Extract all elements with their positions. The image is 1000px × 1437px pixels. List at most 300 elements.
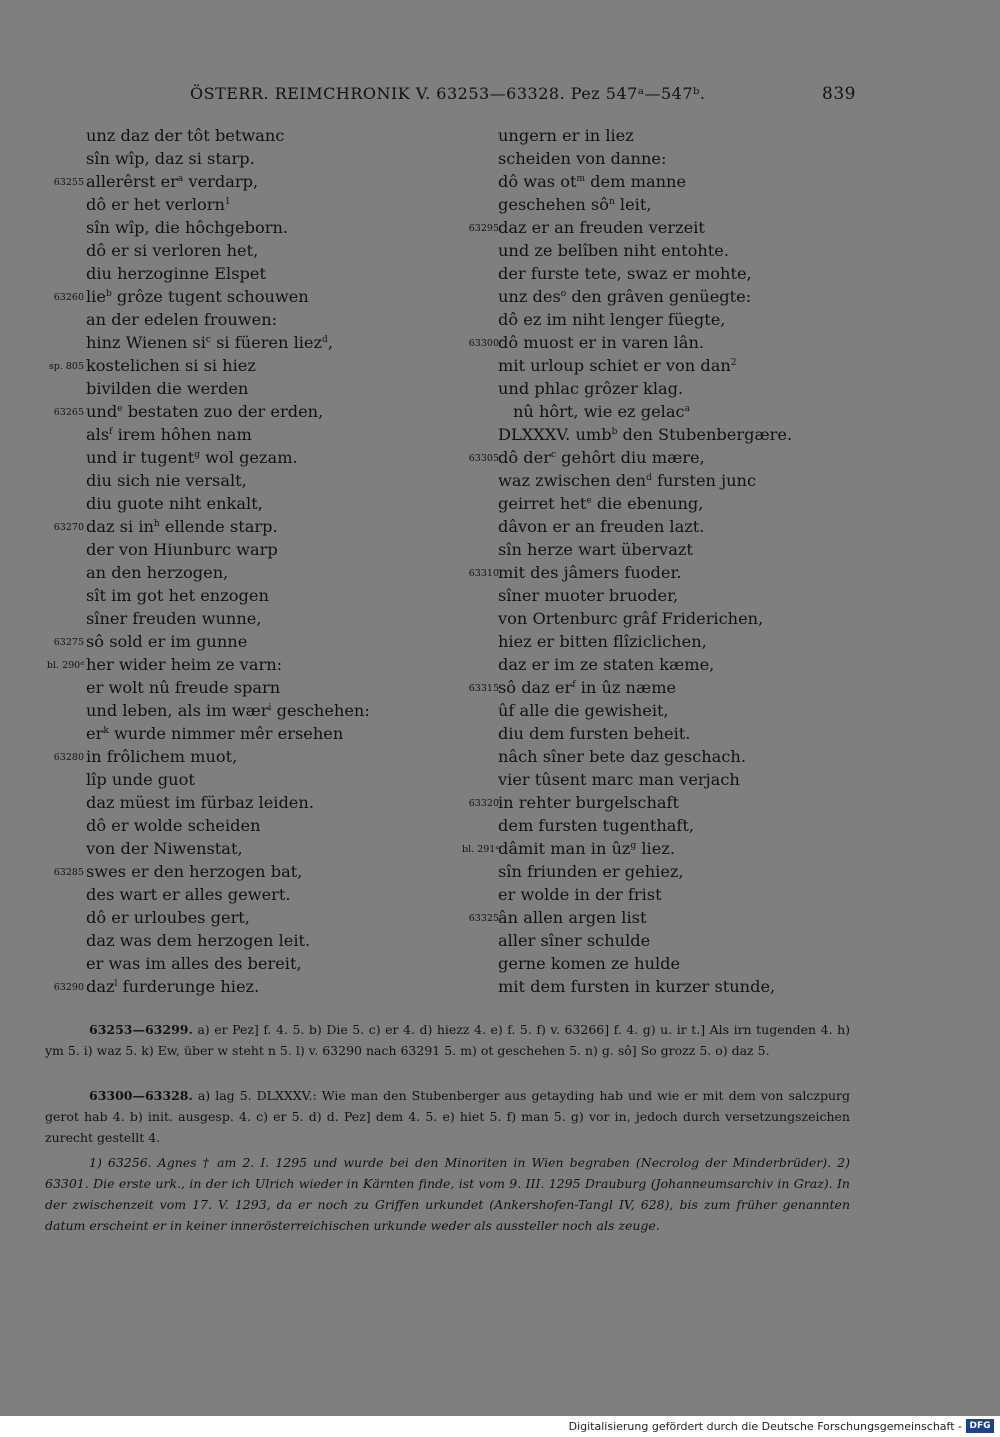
verse-text [86, 952, 302, 975]
verse-text [86, 906, 250, 929]
verse-fragment: geschehen: [271, 701, 370, 720]
verse-column-right [455, 124, 875, 998]
verse-line [455, 929, 875, 952]
footnote-marker: c [550, 450, 556, 460]
verse-fragment: in ûz næme [575, 678, 677, 697]
verse-text [498, 262, 752, 285]
line-number: 63265 [53, 407, 84, 418]
verse-text [86, 216, 288, 239]
verse-line [455, 331, 875, 354]
footnote-marker: 2 [730, 358, 737, 368]
verse-text [498, 423, 792, 446]
line-number: 63300 [468, 338, 499, 349]
verse-line [40, 561, 460, 584]
verse-fragment: mit dem fursten in kurzer stunde, [498, 977, 776, 996]
footer-bar [0, 1416, 1000, 1437]
verse-fragment: der von Hiunburc warp [86, 540, 278, 559]
verse-line [40, 860, 460, 883]
verse-text [498, 239, 729, 262]
verse-line [455, 814, 875, 837]
verse-text [86, 492, 263, 515]
footnote-marker: l [114, 979, 118, 989]
verse-fragment: und ir tugent [86, 448, 195, 467]
verse-fragment: sîn herze wart übervazt [498, 540, 693, 559]
line-number: bl. 291ᵃ [462, 844, 499, 855]
verse-text [86, 722, 343, 745]
verse-line [455, 722, 875, 745]
verse-fragment: dô ez im niht lenger füegte, [498, 310, 726, 329]
verse-fragment: , [327, 333, 333, 352]
verse-fragment: ungern er in liez [498, 126, 634, 145]
verse-text [498, 147, 666, 170]
line-number: 63280 [53, 752, 84, 763]
verse-fragment: sîner muoter bruoder, [498, 586, 679, 605]
verse-fragment: furderunge hiez. [117, 977, 260, 996]
verse-text [86, 124, 284, 147]
verse-text [498, 354, 737, 377]
verse-line [40, 331, 460, 354]
commentary-notes [45, 1152, 850, 1236]
verse-fragment: vier tûsent marc man verjach [498, 770, 740, 789]
verse-text [86, 814, 261, 837]
verse-fragment: diu herzoginne Elspet [86, 264, 266, 283]
verse-line [40, 837, 460, 860]
verse-text [498, 607, 763, 630]
verse-line [40, 745, 460, 768]
verse-text [498, 124, 634, 147]
verse-text [498, 883, 662, 906]
line-number: 63325 [468, 913, 499, 924]
verse-text [86, 423, 252, 446]
verse-fragment: geirret het [498, 494, 587, 513]
verse-text [498, 193, 651, 216]
verse-fragment: liez. [636, 839, 675, 858]
verse-line [455, 837, 875, 860]
verse-fragment: sîn wîp, die hôchgeborn. [86, 218, 289, 237]
line-number: 63270 [53, 522, 84, 533]
verse-text [86, 446, 298, 469]
verse-line [455, 515, 875, 538]
verse-fragment: daz [86, 977, 115, 996]
line-number: 63315 [468, 683, 499, 694]
footnote-marker: b [105, 289, 112, 299]
verse-line [455, 216, 875, 239]
verse-line [455, 285, 875, 308]
verse-fragment: wol gezam. [200, 448, 298, 467]
verse-line [40, 446, 460, 469]
verse-fragment: er was im alles des bereit, [86, 954, 302, 973]
verse-line [40, 354, 460, 377]
verse-text [86, 768, 195, 791]
verse-text [86, 883, 291, 906]
verse-text [498, 308, 725, 331]
footnote-marker: e [586, 496, 592, 506]
line-number: 63305 [468, 453, 499, 464]
footnote-marker: d [646, 473, 652, 483]
line-number: 63260 [53, 292, 84, 303]
line-number: bl. 290ᵈ [46, 660, 84, 671]
verse-text [86, 929, 310, 952]
line-number: 63275 [53, 637, 84, 648]
verse-line [40, 676, 460, 699]
verse-line [40, 653, 460, 676]
verse-fragment: unz des [498, 287, 561, 306]
verse-text [498, 653, 714, 676]
verse-fragment: aller sîner schulde [498, 931, 651, 950]
verse-text [86, 860, 302, 883]
verse-text [86, 975, 259, 998]
verse-line [40, 285, 460, 308]
verse-line [40, 262, 460, 285]
verse-line [40, 147, 460, 170]
line-number: sp. 805 [48, 361, 84, 372]
verse-fragment: er [86, 724, 104, 743]
verse-text [86, 699, 370, 722]
verse-fragment: dô muost er in varen lân. [498, 333, 705, 352]
verse-line [455, 193, 875, 216]
verse-line [40, 699, 460, 722]
verse-text [86, 354, 256, 377]
verse-line [40, 952, 460, 975]
verse-fragment: ûf alle die gewisheit, [498, 701, 669, 720]
verse-text [86, 400, 323, 423]
verse-line [40, 377, 460, 400]
running-header [0, 84, 1000, 108]
page-number: 839 [822, 84, 856, 104]
verse-fragment: an der edelen frouwen: [86, 310, 278, 329]
apparatus-text: a) lag 5. DLXXXV.: Wie man den Stubenberger aus getayding hab und wie er mit dem von salczpurg gerot hab 4. b) init. ausgesp. 4. c) er 5. d) d. Pez] dem 4. 5. e) hiet 5. f) man 5. g) vor in, jedoch durch versetzungszeichen zurecht gestellt 4. [45, 1088, 850, 1145]
verse-text [498, 630, 707, 653]
apparatus-text: a) er Pez] f. 4. 5. b) Die 5. c) er 4. d) hiezz 4. e) f. 5. f) v. 63266] f. 4. g) u. ir t.] Als irn tugenden 4. h) ym 5. i) waz 5. k) Ew, über w steht n 5. l) v. 63290 nach 63291 5. m) ot geschehen 5. n) g. sô] So grozz 5. o) daz 5. [45, 1022, 850, 1058]
verse-line [455, 975, 875, 998]
verse-text [513, 400, 690, 423]
verse-text [498, 469, 756, 492]
verse-line [455, 745, 875, 768]
verse-text [498, 285, 751, 308]
footer-text: Digitalisierung gefördert durch die Deutsche Forschungsgemeinschaft - [568, 1420, 962, 1433]
verse-text [498, 216, 705, 239]
verse-fragment: in rehter burgelschaft [498, 793, 680, 812]
verse-fragment: irem hôhen nam [112, 425, 252, 444]
verse-text [498, 538, 693, 561]
verse-line [40, 791, 460, 814]
verse-line [40, 308, 460, 331]
verse-fragment: gerne komen ze hulde [498, 954, 681, 973]
verse-text [86, 745, 237, 768]
verse-fragment: und leben, als im wær [86, 701, 269, 720]
verse-line [455, 492, 875, 515]
footnote-marker: d [322, 335, 328, 345]
verse-fragment: dô der [498, 448, 551, 467]
verse-fragment: daz si in [86, 517, 154, 536]
verse-fragment: er wolde in der frist [498, 885, 662, 904]
verse-line [40, 423, 460, 446]
verse-line [455, 147, 875, 170]
verse-line [455, 952, 875, 975]
verse-fragment: mit urloup schiet er von dan [498, 356, 731, 375]
verse-text [86, 791, 314, 814]
verse-fragment: sîner freuden wunne, [86, 609, 262, 628]
verse-line [455, 446, 875, 469]
verse-text [498, 791, 679, 814]
verse-fragment: die ebenung, [591, 494, 704, 513]
verse-line [455, 170, 875, 193]
verse-fragment: fursten junc [651, 471, 757, 490]
verse-fragment: in frôlichem muot, [86, 747, 238, 766]
verse-text [86, 561, 228, 584]
verse-line [40, 239, 460, 262]
verse-fragment: daz was dem herzogen leit. [86, 931, 311, 950]
verse-line [455, 699, 875, 722]
verse-line [40, 193, 460, 216]
footnote-marker: g [194, 450, 200, 460]
verse-fragment: grôze tugent schouwen [111, 287, 309, 306]
verse-text [86, 469, 247, 492]
verse-text [86, 676, 280, 699]
verse-line [455, 308, 875, 331]
verse-line [40, 768, 460, 791]
verse-line [455, 239, 875, 262]
verse-fragment: lîp unde guot [86, 770, 195, 789]
verse-fragment: dô er urloubes gert, [86, 908, 250, 927]
footnote-marker: o [560, 289, 567, 299]
verse-fragment: von der Niwenstat, [86, 839, 243, 858]
verse-text [86, 262, 266, 285]
verse-fragment: nû hôrt, wie ez gelac [513, 402, 685, 421]
verse-fragment: daz er an freuden verzeit [498, 218, 705, 237]
footnote-marker: n [608, 197, 615, 207]
verse-text [498, 745, 746, 768]
verse-fragment: nâch sîner bete daz geschach. [498, 747, 746, 766]
verse-text [498, 492, 703, 515]
verse-line [455, 561, 875, 584]
apparatus-label: 63300—63328. [89, 1088, 193, 1103]
verse-fragment: hiez er bitten flîziclichen, [498, 632, 707, 651]
verse-fragment: scheiden von danne: [498, 149, 667, 168]
verse-text [86, 515, 278, 538]
verse-fragment: sô daz er [498, 678, 573, 697]
verse-line [455, 584, 875, 607]
verse-fragment: als [86, 425, 110, 444]
verse-fragment: allerêrst er [86, 172, 178, 191]
line-number: 63295 [468, 223, 499, 234]
verse-fragment: dô er wolde scheiden [86, 816, 261, 835]
verse-text [498, 515, 704, 538]
verse-text [86, 308, 277, 331]
verse-line [40, 515, 460, 538]
verse-line [455, 630, 875, 653]
critical-apparatus-2 [45, 1085, 850, 1148]
verse-fragment: lie [86, 287, 106, 306]
verse-line [455, 377, 875, 400]
line-number: 63255 [53, 177, 84, 188]
verse-column-left [40, 124, 460, 998]
verse-text [498, 837, 675, 860]
verse-line [455, 354, 875, 377]
verse-fragment: und [86, 402, 118, 421]
verse-line [40, 906, 460, 929]
verse-text [86, 331, 333, 354]
verse-text [86, 285, 309, 308]
verse-text [86, 837, 243, 860]
verse-text [498, 929, 650, 952]
footnote-marker: k [103, 726, 109, 736]
verse-fragment: her wider heim ze varn: [86, 655, 283, 674]
verse-fragment: leit, [614, 195, 652, 214]
verse-fragment: er wolt nû freude sparn [86, 678, 281, 697]
verse-fragment: sîn friunden er gehiez, [498, 862, 684, 881]
footnote-marker: f [572, 680, 576, 690]
verse-line [455, 906, 875, 929]
verse-line [40, 722, 460, 745]
verse-fragment: ân allen argen list [498, 908, 647, 927]
verse-text [86, 538, 278, 561]
verse-line [40, 975, 460, 998]
verse-line [40, 124, 460, 147]
verse-text [498, 676, 676, 699]
verse-text [498, 814, 694, 837]
footnote-marker: m [576, 174, 586, 184]
verse-fragment: daz er im ze staten kæme, [498, 655, 715, 674]
verse-line [455, 791, 875, 814]
critical-apparatus-1 [45, 1019, 850, 1061]
verse-fragment: swes er den herzogen bat, [86, 862, 303, 881]
line-number: 63310 [468, 568, 499, 579]
verse-line [40, 400, 460, 423]
verse-fragment: bivilden die werden [86, 379, 249, 398]
verse-fragment: des wart er alles gewert. [86, 885, 291, 904]
dfg-logo: DFG [966, 1419, 994, 1433]
verse-fragment: mit des jâmers fuoder. [498, 563, 682, 582]
verse-fragment: diu guote niht enkalt, [86, 494, 263, 513]
verse-line [455, 860, 875, 883]
verse-line [40, 630, 460, 653]
verse-line [40, 538, 460, 561]
footnote-marker: g [630, 841, 637, 851]
header-title: ÖSTERR. REIMCHRONIK V. 63253—63328. Pez 547ᵃ—547ᵇ. [190, 84, 706, 103]
verse-fragment: dô er het verlorn [86, 195, 225, 214]
verse-line [455, 653, 875, 676]
verse-fragment: dem fursten tugenthaft, [498, 816, 695, 835]
verse-fragment: kostelichen si si hiez [86, 356, 256, 375]
verse-fragment: dô was ot [498, 172, 577, 191]
verse-line [40, 170, 460, 193]
footnote-marker: a [177, 174, 184, 184]
verse-text [498, 975, 775, 998]
verse-fragment: ellende starp. [159, 517, 278, 536]
verse-fragment: hinz Wienen si [86, 333, 206, 352]
verse-text [498, 768, 740, 791]
footnote-marker: c [205, 335, 211, 345]
verse-fragment: waz zwischen den [498, 471, 647, 490]
verse-line [455, 538, 875, 561]
verse-text [498, 860, 684, 883]
verse-line [40, 492, 460, 515]
verse-fragment: der furste tete, swaz er mohte, [498, 264, 752, 283]
verse-fragment: daz müest im fürbaz leiden. [86, 793, 314, 812]
line-number: 63285 [53, 867, 84, 878]
verse-line [455, 400, 875, 423]
verse-text [498, 561, 682, 584]
verse-fragment: und ze belîben niht entohte. [498, 241, 730, 260]
verse-text [86, 193, 231, 216]
verse-line [455, 607, 875, 630]
verse-line [455, 676, 875, 699]
verse-line [40, 607, 460, 630]
verse-fragment: wurde nimmer mêr ersehen [108, 724, 344, 743]
verse-line [455, 423, 875, 446]
verse-line [40, 584, 460, 607]
verse-fragment: und phlac grôzer klag. [498, 379, 684, 398]
verse-fragment: diu sich nie versalt, [86, 471, 247, 490]
footnote-marker: f [109, 427, 113, 437]
verse-fragment: den Stubenbergære. [617, 425, 793, 444]
footnote-marker: e [117, 404, 123, 414]
verse-text [86, 584, 269, 607]
verse-text [498, 446, 705, 469]
verse-fragment: an den herzogen, [86, 563, 229, 582]
verse-text [86, 147, 255, 170]
verse-text [498, 377, 683, 400]
footnote-marker: 1 [224, 197, 231, 207]
verse-line [40, 469, 460, 492]
verse-fragment: verdarp, [183, 172, 259, 191]
verse-fragment: si füeren liez [210, 333, 323, 352]
verse-text [86, 170, 258, 193]
apparatus-label: 63253—63299. [89, 1022, 193, 1037]
verse-fragment: diu dem fursten beheit. [498, 724, 691, 743]
verse-fragment: dem manne [585, 172, 687, 191]
verse-text [498, 699, 669, 722]
verse-line [40, 216, 460, 239]
footnote-marker: i [268, 703, 272, 713]
verse-text [498, 952, 680, 975]
verse-text [498, 906, 646, 929]
verse-line [40, 883, 460, 906]
verse-fragment: bestaten zuo der erden, [122, 402, 324, 421]
footnote-marker: b [611, 427, 618, 437]
verse-fragment: dô er si verloren het, [86, 241, 259, 260]
verse-fragment: dâvon er an freuden lazt. [498, 517, 705, 536]
line-number: 63320 [468, 798, 499, 809]
verse-line [40, 814, 460, 837]
verse-text [498, 170, 686, 193]
verse-fragment: sîn wîp, daz si starp. [86, 149, 255, 168]
verse-line [455, 469, 875, 492]
verse-line [455, 768, 875, 791]
verse-text [86, 653, 282, 676]
verse-fragment: von Ortenburc grâf Friderichen, [498, 609, 764, 628]
verse-line [455, 124, 875, 147]
verse-text [86, 607, 261, 630]
verse-text [498, 722, 690, 745]
footnote-marker: h [153, 519, 160, 529]
verse-fragment: gehôrt diu mære, [555, 448, 705, 467]
verse-text [498, 331, 704, 354]
verse-fragment: den grâven genüegte: [566, 287, 752, 306]
verse-text [86, 239, 258, 262]
verse-fragment: DLXXXV. umb [498, 425, 612, 444]
verse-text [498, 584, 678, 607]
verse-fragment: geschehen sô [498, 195, 609, 214]
line-number: 63290 [53, 982, 84, 993]
verse-line [455, 883, 875, 906]
commentary-text: 1) 63256. Agnes † am 2. I. 1295 und wurde bei den Minoriten in Wien begraben (Necrolog der Minderbrüder). 2) 63301. Die erste urk., in der ich Ulrich wieder in Kärnten finde, ist vom 9. III. 1295 Drauburg (Johanneumsarchiv in Graz). In der zwischenzeit vom 17. V. 1293, da er noch zu Griffen urkundet (Ankershofen-Tangl IV, 628), bis zum früher genannten datum erscheint er in keiner innerösterreichischen urkunde weder als aussteller noch als zeuge. [45, 1155, 850, 1233]
verse-fragment: sô sold er im gunne [86, 632, 248, 651]
footnote-marker: a [684, 404, 690, 414]
verse-line [40, 929, 460, 952]
verse-line [455, 262, 875, 285]
